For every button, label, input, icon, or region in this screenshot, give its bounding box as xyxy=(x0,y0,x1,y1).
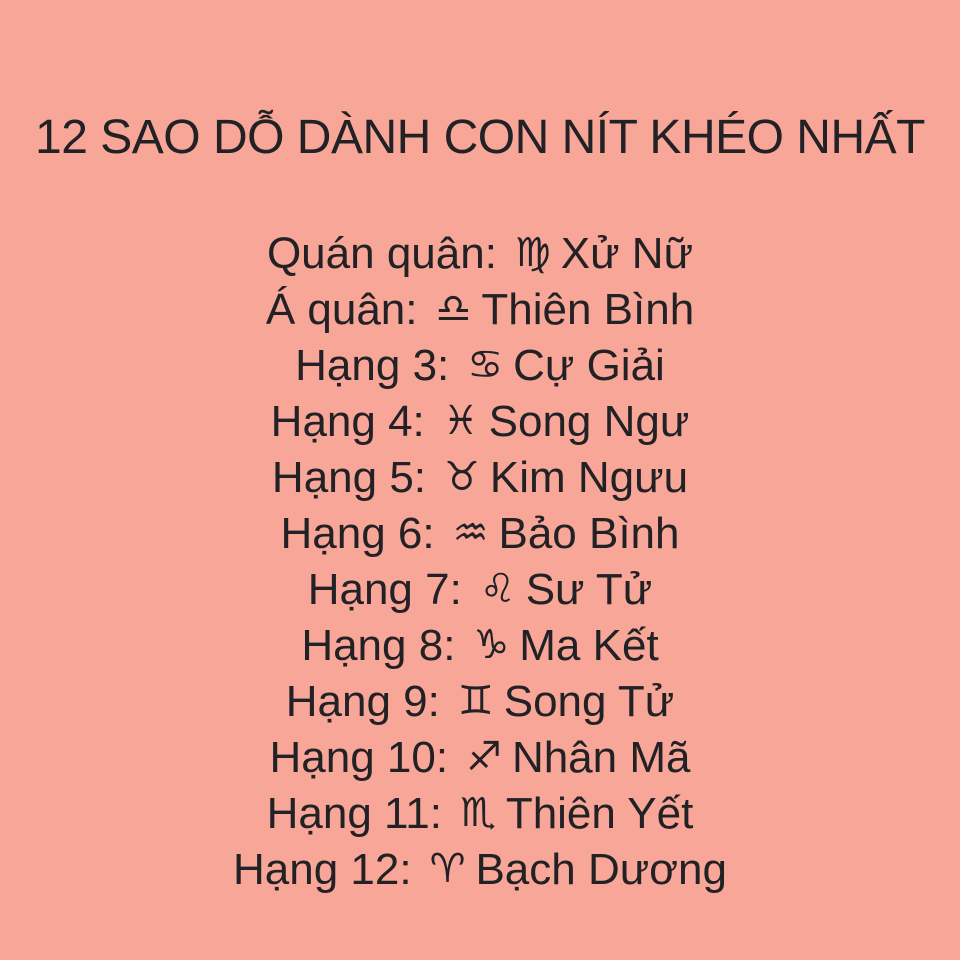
scorpio-icon: ♏ xyxy=(459,790,496,836)
capricorn-icon: ♑ xyxy=(473,622,510,668)
rank-label: Hạng 4: xyxy=(270,397,425,446)
rank-label: Hạng 3: xyxy=(295,341,450,390)
sign-name: Bạch Dương xyxy=(475,845,727,894)
sign-name: Song Ngư xyxy=(488,397,690,446)
cancer-icon: ♋ xyxy=(467,342,504,388)
sign-name: Song Tử xyxy=(503,677,675,726)
rank-row-6 xyxy=(0,506,960,562)
rank-row-10 xyxy=(0,730,960,786)
rank-row-11 xyxy=(0,786,960,842)
leo-icon: ♌ xyxy=(479,566,516,612)
sign-name: Thiên Yết xyxy=(505,789,694,838)
rank-row-runner-up xyxy=(0,282,960,338)
rank-label: Hạng 12: xyxy=(233,845,412,894)
rank-row-3 xyxy=(0,338,960,394)
taurus-icon: ♉ xyxy=(444,454,480,500)
rank-row-9 xyxy=(0,674,960,730)
rank-label: Quán quân: xyxy=(266,229,497,278)
virgo-icon: ♍ xyxy=(514,230,551,276)
sign-name: Cự Giải xyxy=(513,341,665,390)
aquarius-icon: ♒ xyxy=(452,510,489,556)
rank-row-4 xyxy=(0,394,960,450)
rank-row-7 xyxy=(0,562,960,618)
rank-label: Hạng 5: xyxy=(271,453,427,502)
rank-label: Hạng 6: xyxy=(280,509,435,558)
sign-name: Ma Kết xyxy=(519,621,659,670)
sign-name: Thiên Bình xyxy=(481,285,695,334)
sign-name: Xử Nữ xyxy=(560,229,694,278)
rank-label: Hạng 8: xyxy=(301,621,456,670)
rank-label: Hạng 11: xyxy=(266,789,442,838)
sagittarius-icon: ♐ xyxy=(466,734,502,780)
rank-row-5 xyxy=(0,450,960,506)
sign-name: Bảo Bình xyxy=(498,509,680,558)
rank-row-12 xyxy=(0,842,960,898)
rank-label: Hạng 10: xyxy=(269,733,449,782)
sign-name: Kim Ngưu xyxy=(489,453,689,502)
rank-row-8 xyxy=(0,618,960,674)
libra-icon: ♎ xyxy=(435,286,472,332)
rank-label: Á quân: xyxy=(265,285,418,334)
gemini-icon: ♊ xyxy=(457,678,494,724)
rank-label: Hạng 7: xyxy=(307,565,462,614)
aries-icon: ♈ xyxy=(429,846,466,892)
sign-name: Nhân Mã xyxy=(511,733,691,782)
rank-row-champion xyxy=(0,226,960,282)
rank-label: Hạng 9: xyxy=(285,677,440,726)
pisces-icon: ♓ xyxy=(442,398,479,444)
ranking-list xyxy=(0,226,960,898)
page-title: 12 SAO DỖ DÀNH CON NÍT KHÉO NHẤT xyxy=(35,111,925,164)
sign-name: Sư Tử xyxy=(525,565,653,614)
